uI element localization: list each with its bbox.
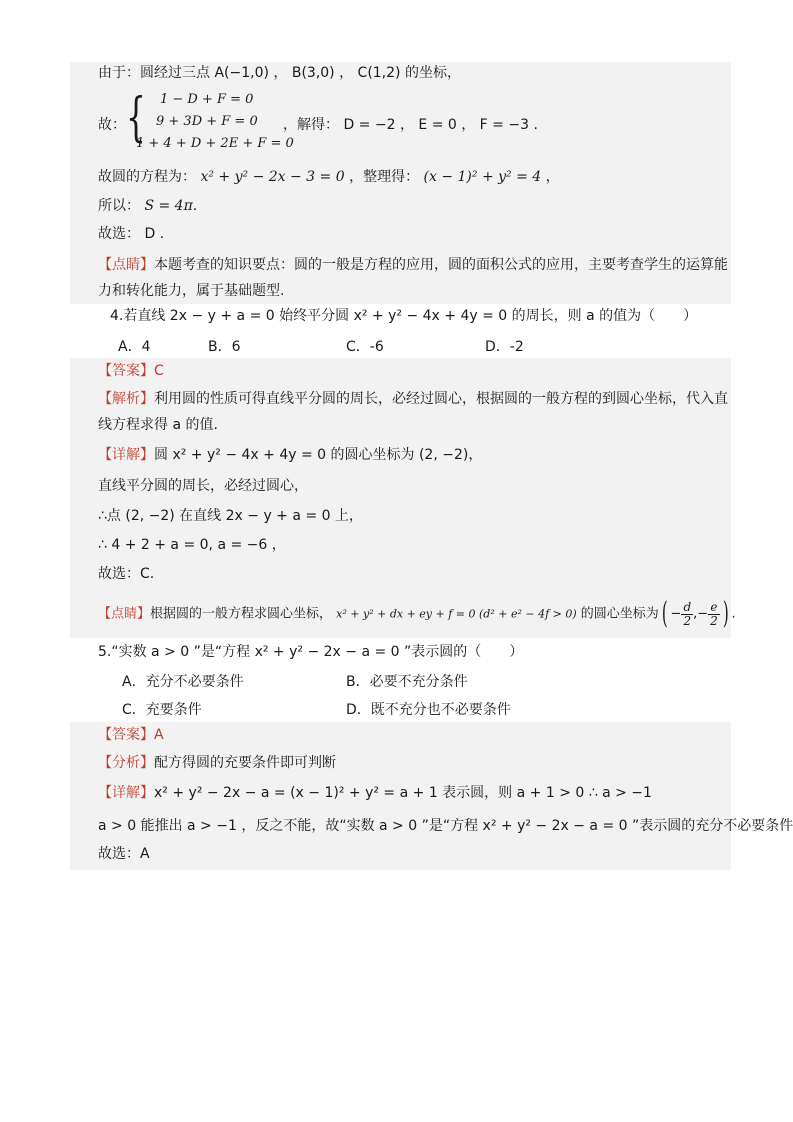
q5-option-b: B．必要不充分条件 [346,674,468,690]
q4-dianjing: 【点睛】根据圆的一般方程求圆心坐标， x² + y² + dx + ey + f = 0 (d² + e² − 4f > 0) 的圆心坐标为( − $\frac{d}{2}$ ,− $\frac{e}{2}$ ) . [98,594,736,635]
q3-gu-label: 故： [98,117,126,133]
brace-glyph: { [126,88,146,148]
q4-detail-3: ∴点 (2, −2) 在直线 2x − y + a = 0 上， [98,508,363,524]
q4-option-d: D．-2 [485,339,524,355]
q3-line4-a: 所以： [98,198,140,214]
q4-detail-2: 直线平分圆的周长，必经过圆心， [98,478,308,494]
q4-detail-5: 故选：C. [98,566,155,582]
q5-analysis-text: 配方得圆的充要条件即可判断 [154,755,336,771]
q4-frac-e-num: e [708,601,720,615]
q4-option-c: C．-6 [346,339,384,355]
left-paren-glyph: ( [661,596,668,631]
q3-line3-eq1: x² + y² − 2x − 3 = 0 [200,169,345,185]
q5-detail-tag: 【详解】 [98,785,154,801]
q3-line3-a: 故圆的方程为： [98,169,196,185]
q4-option-b: B．6 [208,339,241,355]
q5-analysis [98,754,336,772]
q4-dianjing-tag: 【点睛】 [98,606,151,622]
q5-option-a: A．充分不必要条件 [122,674,244,690]
q3-dianjing-text: 本题考查的知识要点：圆的一般是方程的应用，圆的面积公式的应用，主要考查学生的运算能力和转化能力，属于基础题型. [98,257,728,299]
q3-dianjing [98,252,728,304]
q3-equation-system [126,88,294,154]
q5-answer-value: A [154,727,164,743]
q4-analysis [98,386,728,438]
q4-analysis-text: 利用圆的性质可得直线平分圆的周长，必经过圆心，根据圆的一般方程的到圆心坐标，代入直线方程求得 a 的值. [98,391,728,433]
q3-circle-equation-line [98,168,560,186]
q4-detail-4: ∴ 4 + 2 + a = 0, a = −6 ， [98,537,286,553]
q5-detail-1-text: x² + y² − 2x − a = (x − 1)² + y² = a + 1 表示圆，则 a + 1 > 0 ∴ a > −1 [154,785,652,801]
q5-detail-1 [98,784,652,802]
q5-answer-tag: 【答案】 [98,727,154,743]
q3-area-line [98,197,197,215]
q5-detail-3: 故选：A [98,846,150,862]
q3-line3-eq2: (x − 1)² + y² = 4 [423,169,542,185]
q4-answer [98,362,164,380]
q4-frac-d-den: 2 [683,613,692,628]
q5-answer [98,726,164,744]
q5-detail-2: a > 0 能推出 a > −1 ，反之不能，故“实数 a > 0 ”是“方程 x² + y² − 2x − a = 0 ”表示圆的充分不必要条件 [98,818,793,834]
q4-detail-1 [98,446,482,464]
q3-dianjing-tag: 【点睛】 [98,257,154,273]
q4-stem: 4.若直线 2x − y + a = 0 始终平分圆 x² + y² − 4x + 4y = 0 的周长，则 a 的值为（ ） [110,308,698,324]
q5-stem: 5.“实数 a > 0 ”是“方程 x² + y² − 2x − a = 0 ”表示圆的（ ） [98,644,524,660]
q3-solve-result: ，解得： D = −2 ， E = 0 ， F = −3 . [283,117,538,133]
q4-frac-d-num: d [683,599,692,614]
q4-frac-e-den: 2 [710,613,718,628]
q4-analysis-tag: 【解析】 [98,391,154,407]
q4-dianjing-a: 根据圆的一般方程求圆心坐标， [150,606,333,622]
q3-system-eq-2: 9 + 3D + F = 0 [156,114,258,129]
q4-detail-1-text: 圆 x² + y² − 4x + 4y = 0 的圆心坐标为 (2, −2)， [154,447,483,463]
q5-analysis-tag: 【分析】 [98,755,154,771]
q5-option-d: D．既不充分也不必要条件 [346,702,511,718]
q3-choice-line: 故选： D . [98,226,165,242]
q3-line-points: 由于：圆经过三点 A(−1,0) ， B(3,0) ， C(1,2) 的坐标， [98,65,461,81]
q4-dianjing-c: 的圆心坐标为 [580,606,659,622]
q3-system-eq-3: 1 + 4 + D + 2E + F = 0 [136,136,294,151]
q4-option-a: A．4 [118,339,151,355]
q3-system-eq-1: 1 − D + F = 0 [160,92,254,107]
q4-answer-value: C [154,363,164,379]
q3-line3-c: ，整理得： [349,169,420,185]
q3-line4-b: S = 4π. [144,198,198,214]
q4-dianjing-end: . [731,606,736,622]
q4-detail-tag: 【详解】 [98,447,154,463]
q5-option-c: C．充要条件 [122,702,202,718]
q3-line3-e: ， [545,169,560,185]
right-paren-glyph: ) [722,596,729,631]
q4-frac-e [708,601,720,628]
q4-frac-d [681,601,693,628]
q4-dianjing-formula: x² + y² + dx + ey + f = 0 (d² + e² − 4f > 0) [336,607,577,621]
q4-answer-tag: 【答案】 [98,363,154,379]
